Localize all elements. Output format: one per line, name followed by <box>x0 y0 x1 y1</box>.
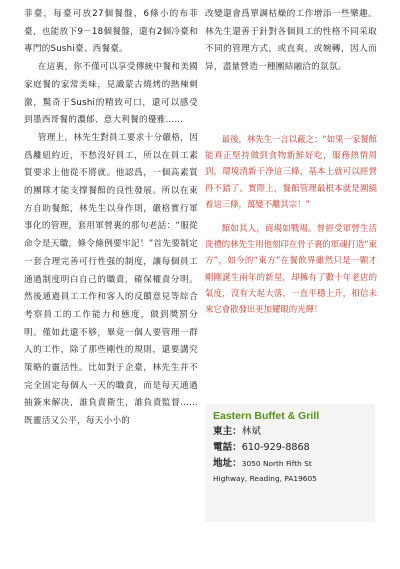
left-text-column <box>24 6 198 431</box>
address-line-2: Highway, Reading, PA19605 <box>213 474 317 483</box>
phone-value: 610-929-8868 <box>241 442 310 453</box>
owner-label: 東主： <box>213 426 242 437</box>
address-row <box>213 456 367 472</box>
paragraph-management-continued: 改變還會爲單調枯燥的工作增添一些樂趣。林先生還善于針對各個員工的性格不同采取不同的管理方式，或直爽，或婉轉，因人而异，盡量營造一種團結融洽的氛氛。 <box>205 9 377 73</box>
right-text-column <box>205 6 377 77</box>
address-label: 地址： <box>213 458 242 469</box>
paragraph-buffet-tables: 菲臺，每臺可放27個餐盤，6條小的布菲臺，也能放下9－18個餐盤，還有2個冷臺和專門的Sushi臺、西餐臺。 <box>24 9 198 55</box>
phone-label: 電話： <box>213 442 242 453</box>
phone-row <box>213 440 367 456</box>
quote-paragraph-conclusion: 館如其人，商場如戰場。曾經受軍營生活洗禮的林先生用他刻印在骨子裏的軍魂打造“東方”，如今的“東方”在餐飲界雖然只是一顆才剛剛誕生兩年的新星，却擁有了數十年老店的氣度，沒有大起大落，一直平穩上升，相信未來它會散發出更加耀眼的光輝！ <box>205 223 377 315</box>
paragraph-management: 管理上，林先生對員工要求十分嚴格，因爲離紐約近，不愁沒好員工，所以在員工素質要求上他從不將就。他認爲，一個高素質的團隊才能支撑餐館的良性發展。所以在東方自助餐館，林先生以身作則，嚴格實行軍事化的管理，套用軍營裏的那句老話：“服從命令是天職，條令條例要牢記！”首先要制定一套合理完善可行性强的制度，讓每個員工通過制度明白自己的職責，確保權責分明。然後通過員工工作和客人的反饋意見等綜合考察員工的工作能力和態度，做到獎罰分明。僅如此還不够，畢竟一個人要管理一群人的工作，除了那些剛性的規則，還要講究策略的靈活性。比如對于企臺，林先生并不完全固定每個人一天的職責，而是每天通過抽簽來解决，誰負責衛生，誰負責監督……既靈活又公平，每天小小的 <box>24 132 198 427</box>
paragraph-cuisine-variety: 在這裏，你不僅可以享受傳統中餐和美國家庭餐的家常美味，見識蒙古燒烤的熱辣刺激，驚奇于Sushi的精致可口，還可以感受到墨西哥餐的濃郁、意大利餐的優雅…… <box>24 62 198 126</box>
owner-value: 林斌 <box>241 426 261 437</box>
restaurant-name: Eastern Buffet & Grill <box>213 410 320 422</box>
owner-row <box>213 424 367 440</box>
quote-paragraph-principles: 最後，林先生一言以蔽之：“如果一家餐館能真正堅持做到食物新鮮好吃，服務熱情周到，環境清新干净這三條，基本上就可以經營得不錯了。實際上，餐館管理最根本就是圍繞着這三條，萬變不離其宗！” <box>205 134 377 209</box>
address-line-1: 3050 North Fifth St <box>241 459 312 468</box>
restaurant-info-box <box>205 404 375 522</box>
red-quote-section <box>205 131 377 325</box>
